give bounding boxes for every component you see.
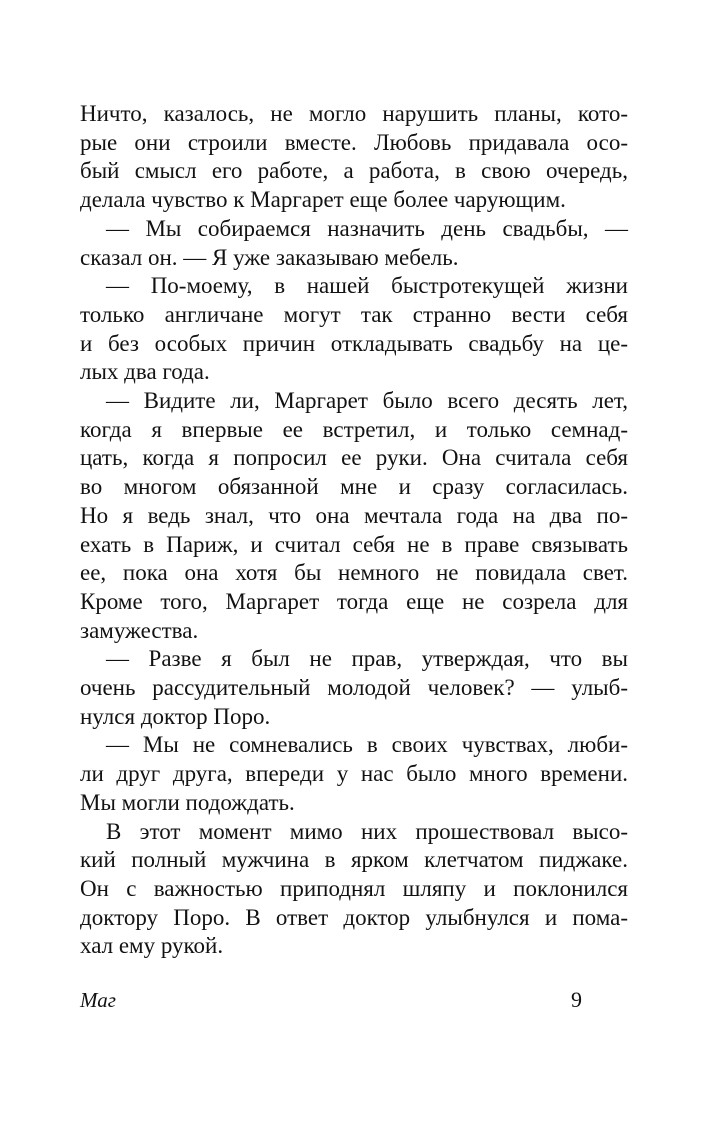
text-line: хал ему рукой. xyxy=(80,933,224,959)
text-line: ее, пока она хотя бы немного не повидала свет. xyxy=(80,560,628,586)
text-line: ли друг друга, впереди у нас было много времени. xyxy=(80,761,628,787)
text-line: ехать в Париж, и считал себя не в праве связывать xyxy=(80,531,628,557)
text-line: В этот момент мимо них прошествовал высо- xyxy=(106,818,628,844)
text-line: — По-моему, в нашей быстротекущей жизни xyxy=(106,273,628,299)
text-line: — Видите ли, Маргарет было всего десять лет, xyxy=(106,388,628,414)
text-line: — Мы не сомневались в своих чувствах, люби- xyxy=(106,732,628,758)
text-line: цать, когда я попросил ее руки. Она считала себя xyxy=(80,445,628,471)
text-line: бый смысл его работе, а работа, в свою очередь, xyxy=(80,158,628,184)
text-line: Он с важностью приподнял шляпу и поклонился xyxy=(80,875,628,901)
text-line: и без особых причин откладывать свадьбу на це- xyxy=(80,330,628,356)
text-line: во многом обязанной мне и сразу согласилась. xyxy=(80,474,628,500)
page-number: 9 xyxy=(571,987,582,1012)
text-line: нулся доктор Поро. xyxy=(80,703,271,729)
page-text xyxy=(80,100,628,961)
text-line: — Мы собираемся назначить день свадьбы, — xyxy=(106,215,628,241)
text-line: доктору Поро. В ответ доктор улыбнулся и пома- xyxy=(80,904,628,930)
text-line: сказал он. — Я уже заказываю мебель. xyxy=(80,244,459,270)
text-line: только англичане могут так странно вести себя xyxy=(80,301,628,327)
text-line: Кроме того, Маргарет тогда еще не созрела для xyxy=(80,588,628,614)
text-line: замужества. xyxy=(80,617,199,643)
text-line: — Разве я был не прав, утверждая, что вы xyxy=(106,646,628,672)
running-title: Маг xyxy=(80,988,116,1012)
text-line: рые они строили вместе. Любовь придавала осо- xyxy=(80,129,628,155)
text-line: лых два года. xyxy=(80,359,210,385)
text-line: кий полный мужчина в ярком клетчатом пиджаке. xyxy=(80,847,628,873)
text-line: делала чувство к Маргарет еще более чарующим. xyxy=(80,187,566,213)
text-line: Ничто, казалось, не могло нарушить планы, кото- xyxy=(80,101,628,126)
text-line: очень рассудительный молодой человек? — улыб- xyxy=(80,675,628,701)
page-footer xyxy=(80,986,628,1014)
text-line: когда я впервые ее встретил, и только семнад- xyxy=(80,416,628,442)
text-line: Мы могли подождать. xyxy=(80,789,295,815)
text-line: Но я ведь знал, что она мечтала года на два по- xyxy=(80,502,628,528)
